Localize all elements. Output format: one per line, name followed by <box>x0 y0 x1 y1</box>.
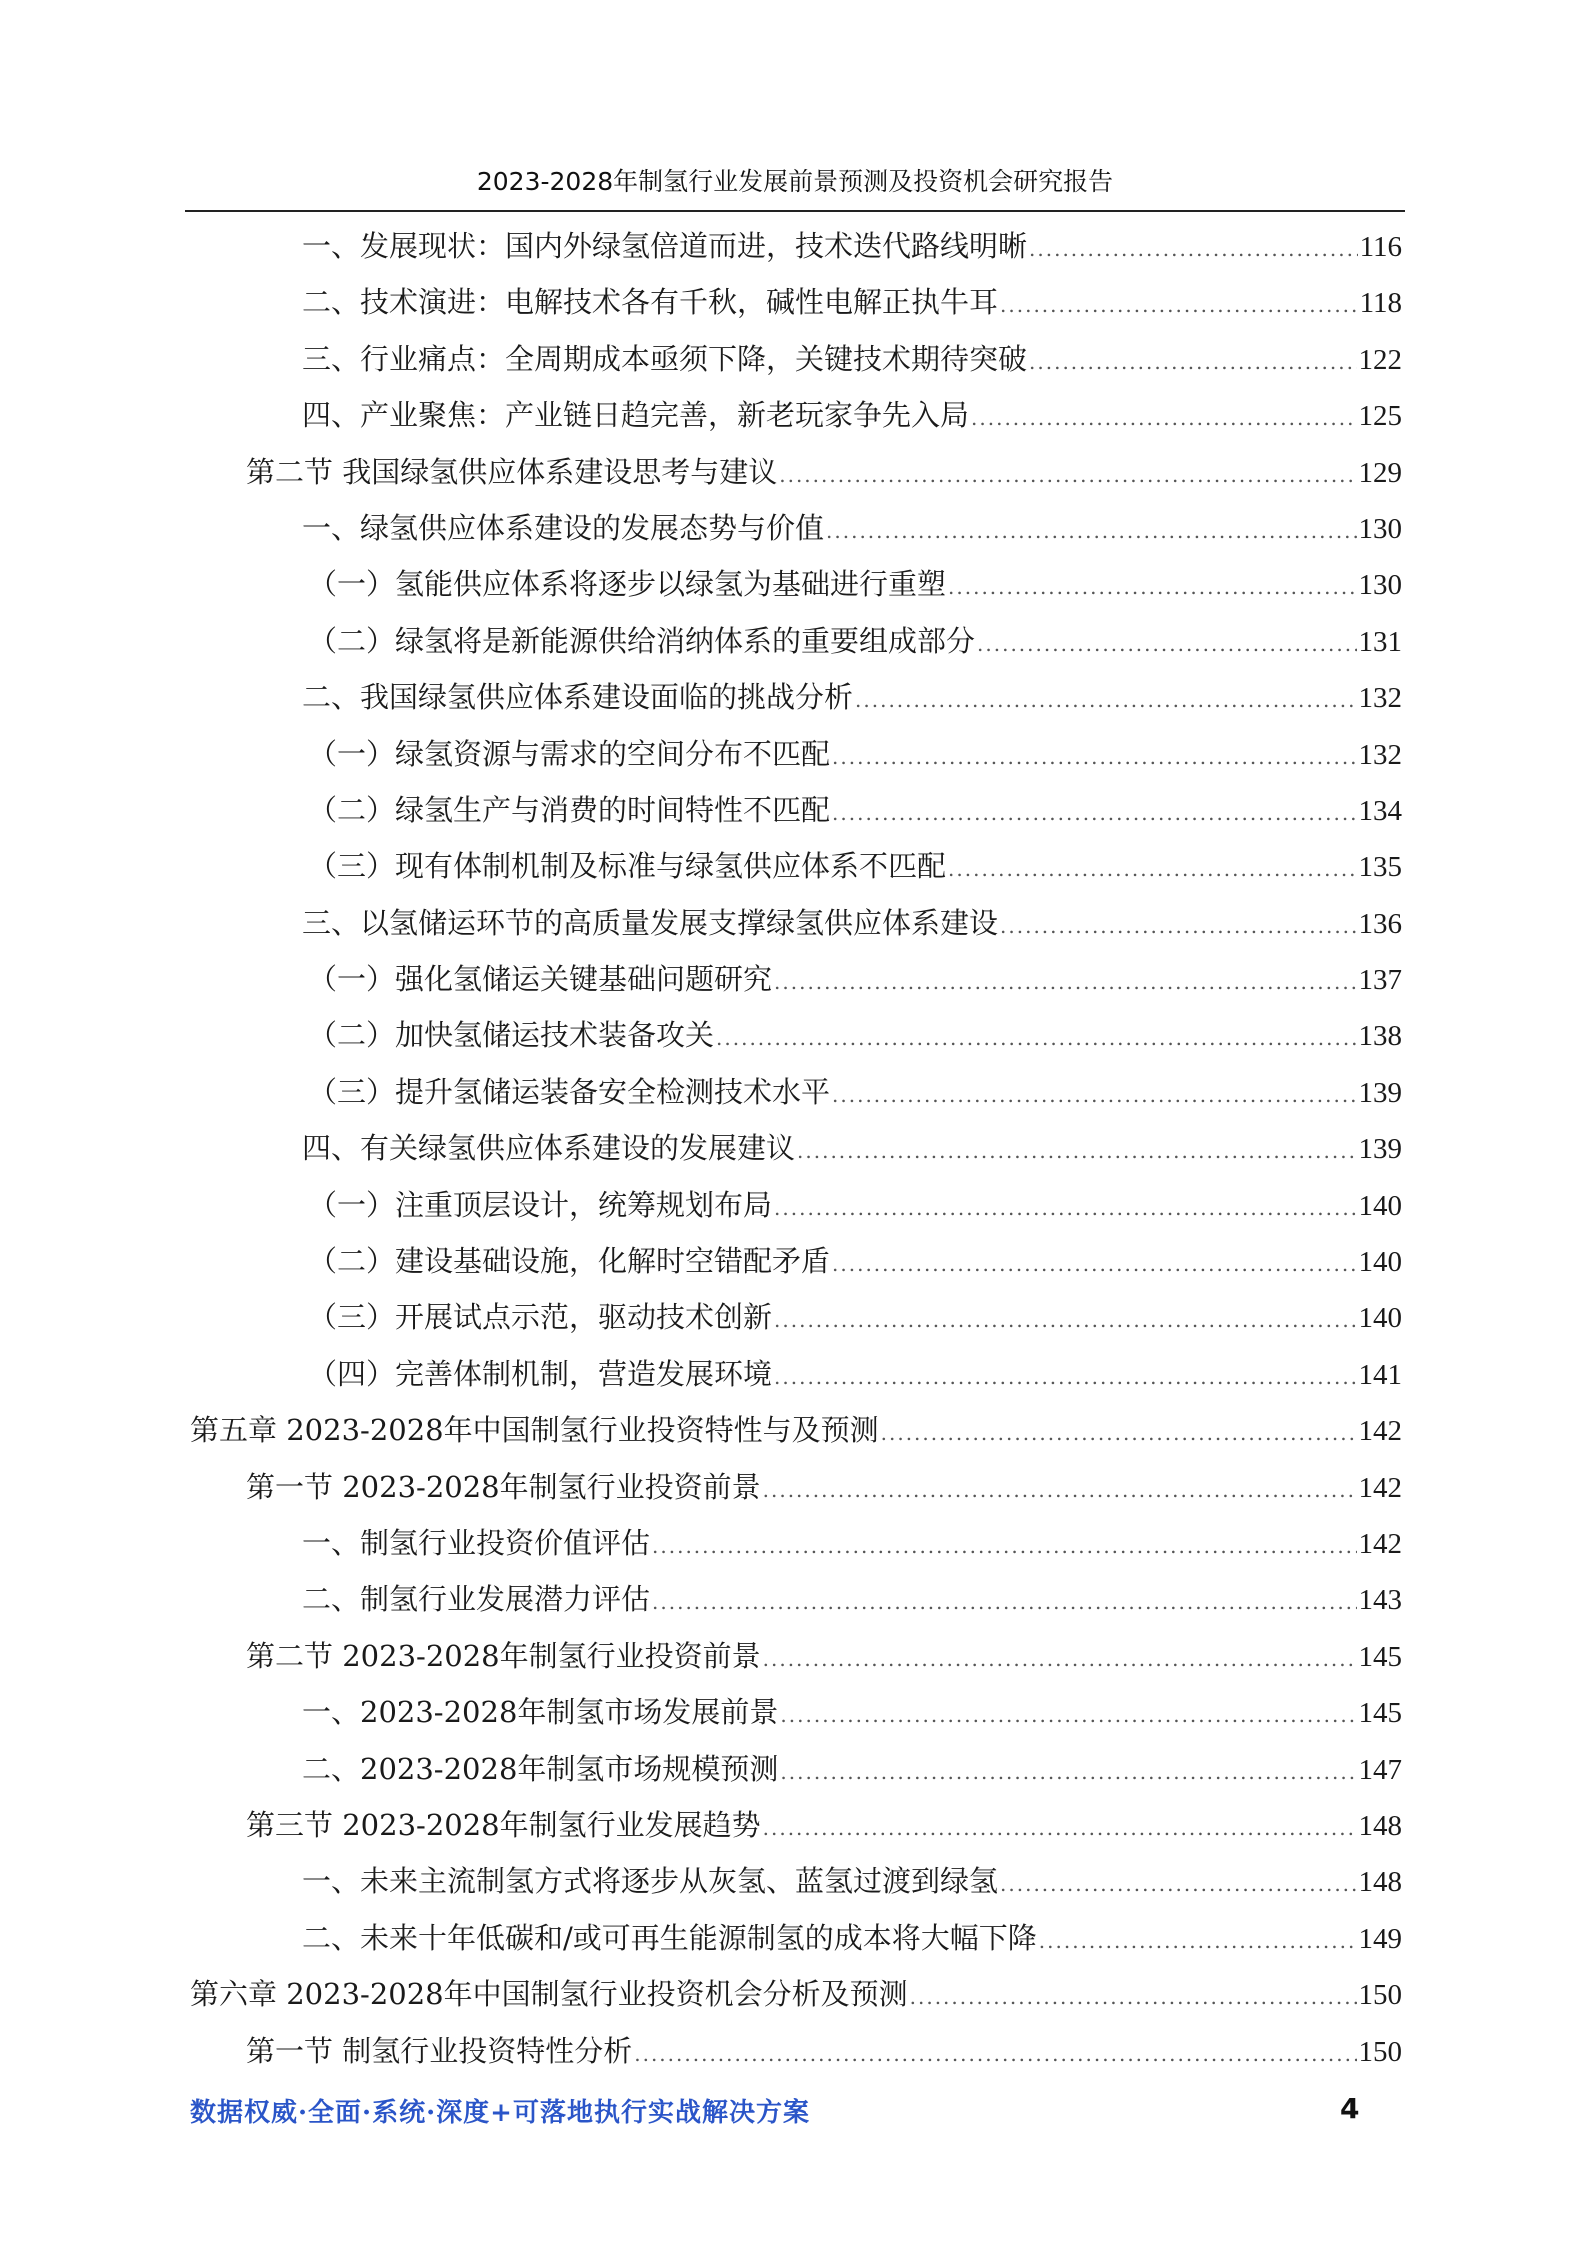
toc-entry-page: 132 <box>1358 738 1402 771</box>
toc-dot-leader <box>1000 1856 1356 1912</box>
toc-entry-title: 第二节 2023-2028年制氢行业投资前景 <box>246 1638 761 1673</box>
toc-dot-leader <box>977 616 1356 672</box>
toc-dot-leader <box>910 1969 1357 2025</box>
toc-entry-title: 四、有关绿氢供应体系建设的发展建议 <box>302 1131 796 1166</box>
toc-entry[interactable] <box>190 895 1402 951</box>
toc-dot-leader <box>774 1180 1356 1236</box>
toc-entry[interactable] <box>190 218 1402 274</box>
toc-entry[interactable] <box>190 1346 1402 1402</box>
toc-entry[interactable] <box>190 1741 1402 1797</box>
toc-entry-title: 第二节 我国绿氢供应体系建设思考与建议 <box>246 454 778 489</box>
toc-entry-title: 一、2023-2028年制氢市场发展前景 <box>302 1695 779 1730</box>
toc-entry[interactable] <box>190 782 1402 838</box>
toc-entry[interactable] <box>190 1966 1402 2022</box>
toc-entry-title: 第五章 2023-2028年中国制氢行业投资特性与及预测 <box>190 1413 879 1448</box>
toc-entry-page: 140 <box>1358 1302 1402 1335</box>
toc-entry[interactable] <box>190 1007 1402 1063</box>
toc-entry-page: 139 <box>1358 1076 1402 1109</box>
toc-entry-title: （二）加快氢储运技术装备攻关 <box>308 1018 715 1053</box>
toc-entry-title: 三、以氢储运环节的高质量发展支撑绿氢供应体系建设 <box>302 905 999 940</box>
toc-entry-title: 第六章 2023-2028年中国制氢行业投资机会分析及预测 <box>190 1977 908 2012</box>
toc-dot-leader <box>634 2026 1356 2082</box>
toc-dot-leader <box>832 729 1356 785</box>
toc-entry-title: 二、制氢行业发展潜力评估 <box>302 1582 651 1617</box>
toc-entry-title: 第三节 2023-2028年制氢行业发展趋势 <box>246 1807 761 1842</box>
toc-entry-page: 142 <box>1358 1527 1402 1560</box>
toc-entry-page: 142 <box>1358 1415 1402 1448</box>
toc-dot-leader <box>797 1123 1356 1179</box>
toc-entry[interactable] <box>190 1289 1402 1345</box>
toc-entry[interactable] <box>190 1797 1402 1853</box>
toc-entry-title: 三、行业痛点：全周期成本亟须下降，关键技术期待突破 <box>302 341 1028 376</box>
toc-entry[interactable] <box>190 1628 1402 1684</box>
toc-entry-page: 148 <box>1358 1809 1402 1842</box>
toc-entry-title: （二）绿氢将是新能源供给消纳体系的重要组成部分 <box>308 623 976 658</box>
toc-entry-title: 二、2023-2028年制氢市场规模预测 <box>302 1751 779 1786</box>
toc-entry-page: 130 <box>1358 569 1402 602</box>
toc-entry[interactable] <box>190 951 1402 1007</box>
toc-entry-title: 二、未来十年低碳和/或可再生能源制氢的成本将大幅下降 <box>302 1920 1037 1955</box>
toc-dot-leader <box>971 390 1356 446</box>
toc-entry-page: 131 <box>1358 625 1402 658</box>
toc-entry-page: 138 <box>1358 1020 1402 1053</box>
toc-dot-leader <box>716 1010 1356 1066</box>
toc-entry-title: （三）提升氢储运装备安全检测技术水平 <box>308 1074 831 1109</box>
toc-entry-title: （一）强化氢储运关键基础问题研究 <box>308 962 773 997</box>
toc-entry-page: 118 <box>1359 287 1402 320</box>
toc-dot-leader <box>774 1349 1356 1405</box>
toc-dot-leader <box>780 1744 1356 1800</box>
toc-entry[interactable] <box>190 613 1402 669</box>
toc-entry-page: 137 <box>1358 964 1402 997</box>
page-header-title: 2023-2028年制氢行业发展前景预测及投资机会研究报告 <box>476 167 1114 196</box>
toc-entry[interactable] <box>190 556 1402 612</box>
toc-entry[interactable] <box>190 1910 1402 1966</box>
toc-entry[interactable] <box>190 1853 1402 1909</box>
toc-entry-page: 132 <box>1358 682 1402 715</box>
toc-entry-page: 141 <box>1358 1358 1402 1391</box>
toc-entry[interactable] <box>190 1064 1402 1120</box>
toc-entry-page: 143 <box>1358 1584 1402 1617</box>
toc-entry-page: 150 <box>1358 1979 1402 2012</box>
toc-entry-page: 140 <box>1358 1189 1402 1222</box>
toc-entry-title: 一、制氢行业投资价值评估 <box>302 1525 651 1560</box>
toc-dot-leader <box>948 841 1356 897</box>
toc-entry-page: 135 <box>1358 851 1402 884</box>
toc-entry[interactable] <box>190 1571 1402 1627</box>
toc-entry-page: 139 <box>1358 1133 1402 1166</box>
toc-entry-title: （二）绿氢生产与消费的时间特性不匹配 <box>308 792 831 827</box>
toc-entry[interactable] <box>190 1515 1402 1571</box>
toc-entry-title: （一）注重顶层设计，统筹规划布局 <box>308 1187 773 1222</box>
toc-entry-title: 一、未来主流制氢方式将逐步从灰氢、蓝氢过渡到绿氢 <box>302 1864 999 1899</box>
toc-dot-leader <box>832 1067 1356 1123</box>
toc-dot-leader <box>832 785 1356 841</box>
toc-dot-leader <box>826 503 1356 559</box>
toc-dot-leader <box>855 672 1356 728</box>
toc-entry-page: 122 <box>1358 343 1402 376</box>
toc-entry-page: 150 <box>1358 2035 1402 2068</box>
toc-dot-leader <box>1000 277 1358 333</box>
toc-dot-leader <box>652 1518 1356 1574</box>
toc-entry[interactable] <box>190 331 1402 387</box>
toc-entry[interactable] <box>190 274 1402 330</box>
toc-entry[interactable] <box>190 444 1402 500</box>
toc-entry[interactable] <box>190 1684 1402 1740</box>
toc-dot-leader <box>1039 1913 1357 1969</box>
toc-entry-page: 130 <box>1358 512 1402 545</box>
toc-dot-leader <box>652 1574 1356 1630</box>
toc-dot-leader <box>948 559 1356 615</box>
toc-dot-leader <box>763 1462 1357 1518</box>
toc-dot-leader <box>774 1292 1356 1348</box>
toc-entry-title: 二、我国绿氢供应体系建设面临的挑战分析 <box>302 680 854 715</box>
toc-dot-leader <box>881 1405 1357 1461</box>
toc-entry[interactable] <box>190 838 1402 894</box>
toc-entry-title: 一、发展现状：国内外绿氢倍道而进，技术迭代路线明晰 <box>302 229 1028 263</box>
toc-entry[interactable] <box>190 1402 1402 1458</box>
toc-entry-page: 136 <box>1358 907 1402 940</box>
toc-dot-leader <box>1029 334 1356 390</box>
toc-entry-page: 125 <box>1358 400 1402 433</box>
toc-entry-title: 第一节 制氢行业投资特性分析 <box>246 2033 633 2068</box>
toc-entry-page: 134 <box>1358 794 1402 827</box>
toc-dot-leader <box>832 1236 1356 1292</box>
toc-entry-page: 116 <box>1359 231 1402 263</box>
toc-entry[interactable] <box>190 2023 1402 2079</box>
toc-dot-leader <box>1029 221 1358 277</box>
toc-entry[interactable] <box>190 500 1402 556</box>
toc-entry[interactable] <box>190 669 1402 725</box>
toc-entry[interactable] <box>190 1459 1402 1515</box>
toc-entry-page: 140 <box>1358 1246 1402 1279</box>
toc-dot-leader <box>1000 898 1356 954</box>
toc-entry[interactable] <box>190 1120 1402 1176</box>
toc-entry[interactable] <box>190 387 1402 443</box>
footer-slogan: 数据权威·全面·系统·深度+可落地执行实战解决方案 <box>190 2098 810 2128</box>
toc-entry-page: 142 <box>1358 1471 1402 1504</box>
toc-entry-title: （四）完善体制机制，营造发展环境 <box>308 1356 773 1391</box>
toc-entry-title: （三）开展试点示范，驱动技术创新 <box>308 1300 773 1335</box>
toc-entry-title: 四、产业聚焦：产业链日趋完善，新老玩家争先入局 <box>302 398 970 433</box>
toc-entry-title: （一）氢能供应体系将逐步以绿氢为基础进行重塑 <box>308 567 947 602</box>
toc-entry[interactable] <box>190 1177 1402 1233</box>
toc-entry-title: （二）建设基础设施，化解时空错配矛盾 <box>308 1244 831 1279</box>
toc-dot-leader <box>774 954 1356 1010</box>
toc-entry[interactable] <box>190 726 1402 782</box>
header-divider <box>185 210 1405 212</box>
toc-entry[interactable] <box>190 1233 1402 1289</box>
toc-entry-title: 第一节 2023-2028年制氢行业投资前景 <box>246 1469 761 1504</box>
footer-page-number: 4 <box>1340 2092 1360 2125</box>
toc-entry-page: 149 <box>1358 1922 1402 1955</box>
toc-dot-leader <box>763 1631 1357 1687</box>
toc-entry-title: 一、绿氢供应体系建设的发展态势与价值 <box>302 510 825 545</box>
toc-dot-leader <box>780 1687 1356 1743</box>
toc-dot-leader <box>763 1800 1357 1856</box>
table-of-contents <box>190 218 1402 2079</box>
toc-entry-title: 二、技术演进：电解技术各有千秋，碱性电解正执牛耳 <box>302 285 999 320</box>
toc-entry-page: 148 <box>1358 1866 1402 1899</box>
toc-entry-page: 129 <box>1358 456 1402 489</box>
toc-entry-page: 145 <box>1358 1640 1402 1673</box>
toc-entry-title: （三）现有体制机制及标准与绿氢供应体系不匹配 <box>308 849 947 884</box>
toc-entry-page: 145 <box>1358 1697 1402 1730</box>
toc-entry-title: （一）绿氢资源与需求的空间分布不匹配 <box>308 736 831 771</box>
toc-dot-leader <box>779 447 1356 503</box>
toc-entry-page: 147 <box>1358 1753 1402 1786</box>
